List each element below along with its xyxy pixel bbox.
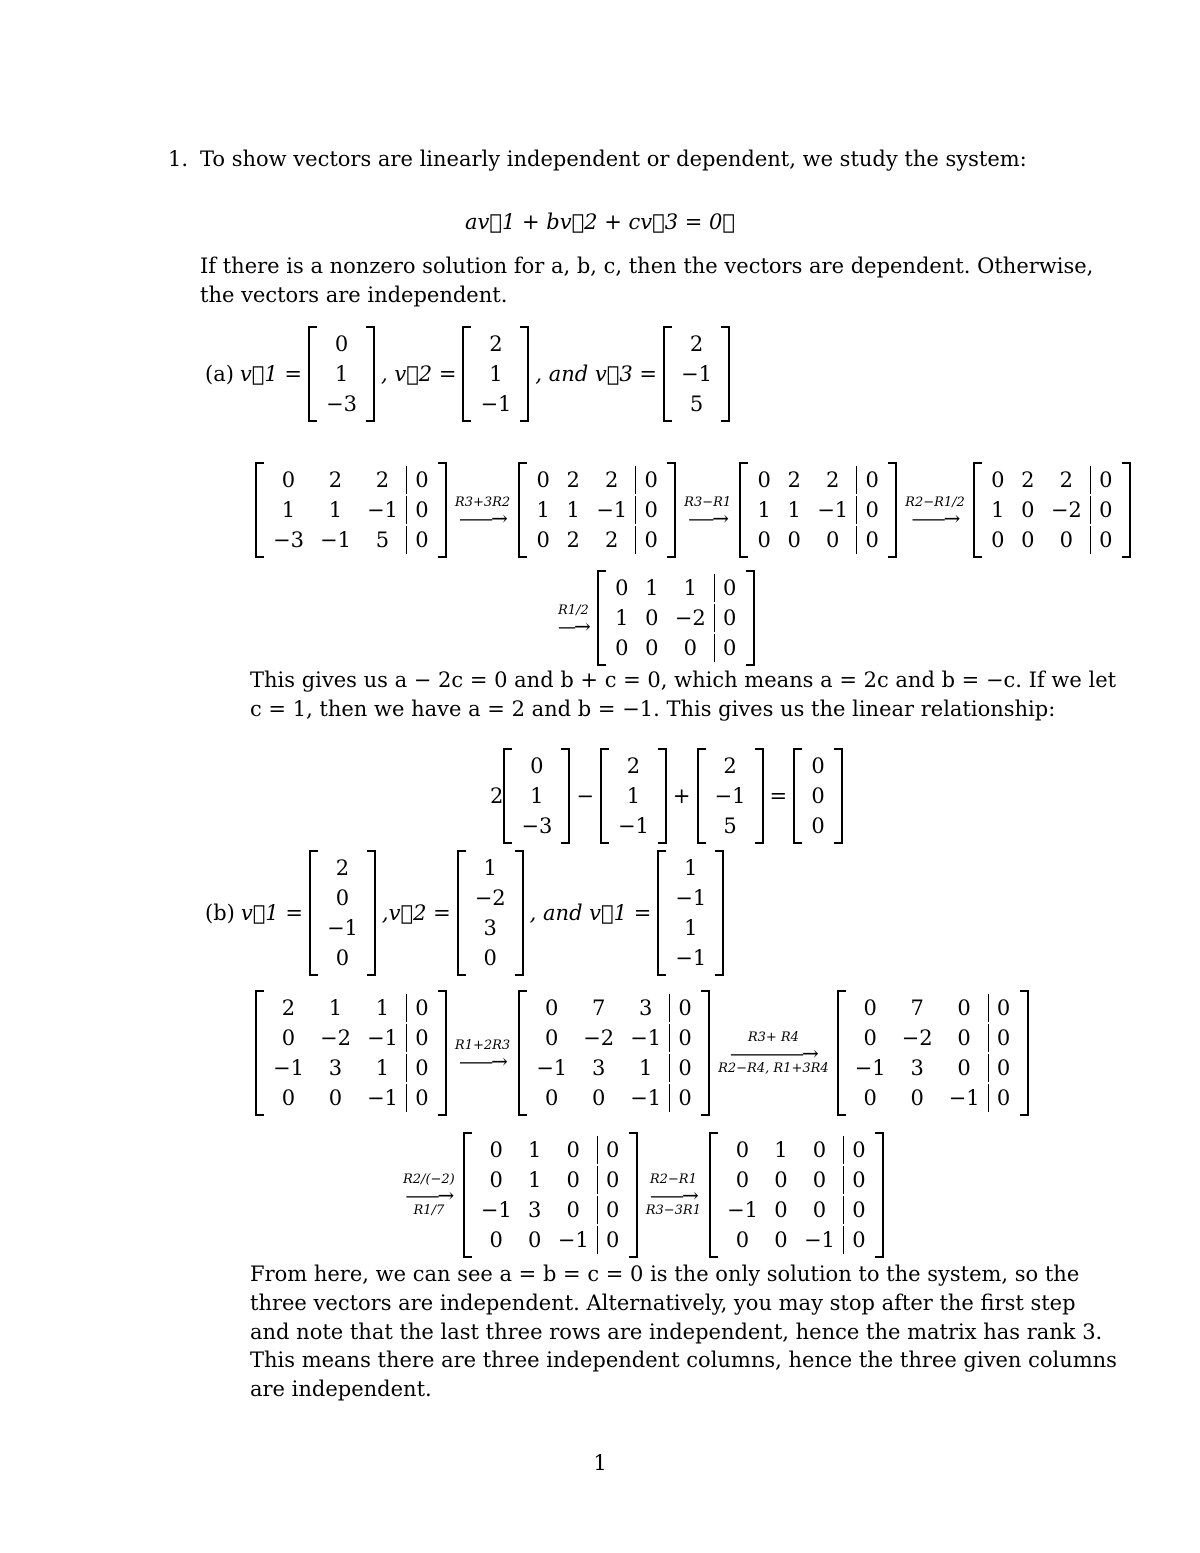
matrix-entry: 0 bbox=[597, 1196, 628, 1224]
vector-entry: 1 bbox=[684, 916, 698, 940]
part-a-v3-label: , and v⃗3 = bbox=[535, 362, 658, 386]
matrix-entry: 1 bbox=[615, 606, 629, 630]
matrix-entry: −1 bbox=[817, 498, 849, 522]
matrix-entry: 0 bbox=[536, 528, 550, 552]
relationship-zero bbox=[793, 748, 843, 844]
vector-entry: −1 bbox=[681, 362, 712, 386]
matrix-entry: −2 bbox=[674, 606, 706, 630]
matrix-entry: 0 bbox=[863, 1026, 877, 1050]
matrix-entry: −1 bbox=[480, 1198, 512, 1222]
part-b-v2 bbox=[457, 850, 524, 976]
matrix-entry: 0 bbox=[406, 526, 437, 554]
matrix-entry: 0 bbox=[615, 576, 629, 600]
matrix-entry: −1 bbox=[557, 1228, 589, 1252]
vector-entry: 2 bbox=[335, 856, 350, 880]
part-a-v2-label: , v⃗2 = bbox=[380, 362, 457, 386]
matrix-entry: 0 bbox=[536, 468, 550, 492]
part-b-matrix-1 bbox=[518, 990, 710, 1116]
matrix-entry: −1 bbox=[630, 1026, 662, 1050]
matrix-entry: −2 bbox=[901, 1026, 933, 1050]
matrix-entry: 2 bbox=[375, 468, 390, 492]
matrix-entry: 0 bbox=[669, 994, 700, 1022]
matrix-entry: 0 bbox=[843, 1136, 874, 1164]
matrix-entry: 2 bbox=[566, 528, 580, 552]
conclusion-line-4: This means there are three independent columns, hence the three given columns bbox=[250, 1348, 1117, 1372]
vector-entry: 2 bbox=[723, 754, 737, 778]
matrix-entry: 0 bbox=[406, 994, 437, 1022]
matrix-entry: 2 bbox=[281, 996, 296, 1020]
part-b-label: (b) bbox=[205, 901, 235, 925]
matrix-entry: 0 bbox=[843, 1226, 874, 1254]
matrix-entry: 0 bbox=[1021, 498, 1035, 522]
matrix-entry: 0 bbox=[328, 1086, 343, 1110]
matrix-entry: 0 bbox=[489, 1228, 503, 1252]
matrix-entry: 0 bbox=[566, 1198, 580, 1222]
vector-entry: 0 bbox=[334, 332, 349, 356]
matrix-entry: 0 bbox=[635, 526, 666, 554]
matrix-entry: −1 bbox=[536, 1056, 568, 1080]
matrix-entry: 0 bbox=[566, 1168, 580, 1192]
vector-entry: 3 bbox=[483, 916, 497, 940]
matrix-entry: 0 bbox=[645, 606, 659, 630]
vector-entry: 1 bbox=[334, 362, 349, 386]
matrix-entry: 0 bbox=[757, 528, 771, 552]
matrix-entry: 5 bbox=[375, 528, 390, 552]
matrix-entry: 2 bbox=[605, 528, 619, 552]
linear-relationship bbox=[490, 748, 843, 844]
matrix-entry: 0 bbox=[489, 1168, 503, 1192]
matrix-entry: 0 bbox=[910, 1086, 924, 1110]
part-a-op-1: R3+3R2 ––––→ bbox=[454, 494, 511, 530]
matrix-entry: 3 bbox=[910, 1056, 924, 1080]
matrix-entry: 0 bbox=[669, 1024, 700, 1052]
matrix-entry: 1 bbox=[536, 498, 550, 522]
vector-entry: 1 bbox=[489, 362, 503, 386]
matrix-entry: 0 bbox=[528, 1228, 542, 1252]
matrix-entry: 1 bbox=[375, 996, 390, 1020]
relationship-v1 bbox=[503, 748, 570, 844]
part-b-v3 bbox=[657, 850, 724, 976]
matrix-entry: 1 bbox=[757, 498, 771, 522]
matrix-entry: 0 bbox=[545, 996, 559, 1020]
part-b-v1 bbox=[309, 850, 376, 976]
part-b-op-2: R3+ R4 –––––––––→ R2−R4, R1+3R4 bbox=[718, 1030, 829, 1076]
matrix-entry: 0 bbox=[735, 1138, 750, 1162]
matrix-entry: −3 bbox=[273, 528, 304, 552]
matrix-entry: 0 bbox=[991, 468, 1005, 492]
matrix-entry: −2 bbox=[1050, 498, 1082, 522]
vector-entry: 5 bbox=[689, 392, 704, 416]
matrix-entry: 0 bbox=[489, 1138, 503, 1162]
part-a-v2 bbox=[462, 326, 529, 422]
matrix-entry: 0 bbox=[683, 636, 697, 660]
matrix-entry: 0 bbox=[843, 1166, 874, 1194]
matrix-entry: 0 bbox=[635, 496, 666, 524]
matrix-entry: −1 bbox=[273, 1056, 304, 1080]
part-a-v1 bbox=[308, 326, 375, 422]
problem-intro: To show vectors are linearly independent or dependent, we study the system: bbox=[200, 147, 1027, 171]
matrix-entry: 1 bbox=[566, 498, 580, 522]
vector-entry: 5 bbox=[723, 814, 737, 838]
vector-entry: 0 bbox=[811, 754, 825, 778]
matrix-entry: 7 bbox=[591, 996, 606, 1020]
relationship-equals: = bbox=[769, 784, 788, 808]
matrix-entry: 0 bbox=[1090, 526, 1121, 554]
matrix-entry: −1 bbox=[854, 1056, 886, 1080]
matrix-entry: 1 bbox=[281, 498, 296, 522]
matrix-entry: 0 bbox=[406, 1054, 437, 1082]
part-a-op-2: R3−R1 –––→ bbox=[684, 494, 732, 530]
part-b-matrix-4 bbox=[709, 1132, 884, 1258]
matrix-entry: 0 bbox=[774, 1228, 788, 1252]
matrix-entry: 0 bbox=[787, 528, 801, 552]
matrix-entry: 0 bbox=[812, 1138, 827, 1162]
part-a-label: (a) bbox=[205, 362, 234, 386]
page-number: 1 bbox=[593, 1451, 607, 1475]
matrix-entry: 0 bbox=[856, 466, 887, 494]
matrix-entry: 0 bbox=[774, 1198, 788, 1222]
conclusion-line-1: From here, we can see a = b = c = 0 is the only solution to the system, so the bbox=[250, 1262, 1080, 1286]
relationship-coefficient: 2 bbox=[490, 784, 504, 808]
matrix-entry: 0 bbox=[714, 604, 745, 632]
vector-entry: 1 bbox=[684, 856, 698, 880]
matrix-entry: 0 bbox=[988, 1084, 1019, 1112]
vector-entry: −1 bbox=[675, 886, 707, 910]
matrix-entry: 2 bbox=[328, 468, 343, 492]
matrix-entry: 0 bbox=[566, 1138, 580, 1162]
matrix-entry: 0 bbox=[735, 1168, 750, 1192]
matrix-entry: 0 bbox=[1090, 496, 1121, 524]
vector-entry: 1 bbox=[530, 784, 544, 808]
part-b-op-4: R2−R1 ––––→ R3−3R1 bbox=[645, 1172, 701, 1218]
vector-entry: 2 bbox=[689, 332, 704, 356]
matrix-entry: 0 bbox=[714, 574, 745, 602]
vector-entry: 0 bbox=[811, 814, 825, 838]
matrix-entry: 0 bbox=[856, 526, 887, 554]
vector-entry: −1 bbox=[326, 916, 358, 940]
matrix-entry: 0 bbox=[757, 468, 771, 492]
matrix-entry: 0 bbox=[406, 466, 437, 494]
matrix-entry: 3 bbox=[528, 1198, 542, 1222]
matrix-entry: 0 bbox=[406, 496, 437, 524]
part-a-reduction-1 bbox=[255, 462, 1131, 558]
vector-entry: 0 bbox=[335, 886, 350, 910]
conclusion-line-2: three vectors are independent. Alternatively, you may stop after the first step bbox=[250, 1291, 1076, 1315]
matrix-entry: 0 bbox=[406, 1024, 437, 1052]
part-b-vectors bbox=[205, 850, 724, 976]
matrix-entry: 0 bbox=[774, 1168, 788, 1192]
matrix-entry: 0 bbox=[863, 996, 877, 1020]
part-b-op-1: R1+2R3 ––––→ bbox=[454, 1037, 511, 1073]
vector-entry: −2 bbox=[474, 886, 506, 910]
matrix-entry: 2 bbox=[1059, 468, 1073, 492]
matrix-entry: 2 bbox=[566, 468, 580, 492]
part-a-op-3: R2−R1/2 ––––→ bbox=[905, 494, 965, 530]
system-equation: av⃗1 + bv⃗2 + cv⃗3 = 0⃗ bbox=[464, 210, 735, 234]
vector-entry: −1 bbox=[617, 814, 649, 838]
matrix-entry: 0 bbox=[991, 528, 1005, 552]
matrix-entry: −2 bbox=[319, 1026, 351, 1050]
matrix-entry: 0 bbox=[988, 1024, 1019, 1052]
matrix-entry: 1 bbox=[638, 1056, 653, 1080]
matrix-entry: 2 bbox=[787, 468, 801, 492]
matrix-entry: −1 bbox=[596, 498, 628, 522]
problem-number: 1. bbox=[168, 147, 189, 171]
part-a-v3 bbox=[663, 326, 730, 422]
vector-entry: −3 bbox=[326, 392, 357, 416]
matrix-entry: 1 bbox=[375, 1056, 390, 1080]
part-a-result-line-2: c = 1, then we have a = 2 and b = −1. This gives us the linear relationship: bbox=[250, 697, 1056, 721]
matrix-entry: −1 bbox=[803, 1228, 835, 1252]
matrix-entry: 3 bbox=[638, 996, 653, 1020]
matrix-entry: 1 bbox=[328, 498, 343, 522]
matrix-entry: 0 bbox=[597, 1136, 628, 1164]
part-b-v1-label: v⃗1 = bbox=[240, 901, 303, 925]
matrix-entry: 0 bbox=[714, 634, 745, 662]
vector-entry: −1 bbox=[675, 946, 707, 970]
part-b-reduction-1 bbox=[255, 990, 1029, 1116]
matrix-entry: 0 bbox=[645, 636, 659, 660]
matrix-entry: −1 bbox=[319, 528, 351, 552]
vector-entry: 2 bbox=[626, 754, 641, 778]
matrix-entry: 0 bbox=[957, 996, 971, 1020]
vector-entry: 1 bbox=[626, 784, 641, 808]
part-a-matrix-0 bbox=[255, 462, 447, 558]
matrix-entry: 1 bbox=[328, 996, 343, 1020]
matrix-entry: 0 bbox=[1021, 528, 1035, 552]
part-b-matrix-3 bbox=[463, 1132, 638, 1258]
matrix-entry: 0 bbox=[988, 1054, 1019, 1082]
matrix-entry: 0 bbox=[545, 1086, 559, 1110]
vector-entry: −1 bbox=[480, 392, 512, 416]
matrix-entry: 0 bbox=[812, 1168, 827, 1192]
matrix-entry: 0 bbox=[281, 468, 296, 492]
matrix-entry: 0 bbox=[597, 1166, 628, 1194]
matrix-entry: 0 bbox=[635, 466, 666, 494]
matrix-entry: 0 bbox=[591, 1086, 606, 1110]
vector-entry: −1 bbox=[714, 784, 746, 808]
part-b-v2-label: ,v⃗2 = bbox=[381, 901, 451, 925]
matrix-entry: 0 bbox=[615, 636, 629, 660]
matrix-entry: 0 bbox=[281, 1086, 296, 1110]
matrix-entry: 0 bbox=[406, 1084, 437, 1112]
matrix-entry: 0 bbox=[988, 994, 1019, 1022]
matrix-entry: 1 bbox=[645, 576, 659, 600]
matrix-entry: 0 bbox=[812, 1198, 827, 1222]
matrix-entry: 0 bbox=[1090, 466, 1121, 494]
matrix-entry: 3 bbox=[328, 1056, 343, 1080]
explain-line-2: the vectors are independent. bbox=[200, 283, 508, 307]
vector-entry: 0 bbox=[335, 946, 350, 970]
explain-line-1: If there is a nonzero solution for a, b, c, then the vectors are dependent. Otherwise, bbox=[200, 254, 1094, 278]
conclusion-line-3: and note that the last three rows are independent, hence the matrix has rank 3. bbox=[250, 1320, 1103, 1344]
matrix-entry: −1 bbox=[630, 1086, 662, 1110]
matrix-entry: 0 bbox=[825, 528, 840, 552]
relationship-v2 bbox=[600, 748, 667, 844]
part-a-result-line-1: This gives us a − 2c = 0 and b + c = 0, which means a = 2c and b = −c. If we let bbox=[250, 668, 1117, 692]
vector-entry: −3 bbox=[521, 814, 553, 838]
matrix-entry: −2 bbox=[583, 1026, 615, 1050]
relationship-v3 bbox=[697, 748, 764, 844]
part-b-matrix-0 bbox=[255, 990, 447, 1116]
part-a-v1-label: v⃗1 = bbox=[239, 362, 303, 386]
matrix-entry: 0 bbox=[856, 496, 887, 524]
part-a-matrix-2 bbox=[739, 462, 897, 558]
matrix-entry: 3 bbox=[591, 1056, 606, 1080]
part-a-matrix-4 bbox=[597, 570, 755, 666]
matrix-entry: 1 bbox=[528, 1138, 542, 1162]
part-b-matrix-2 bbox=[837, 990, 1029, 1116]
part-a-reduction-2 bbox=[550, 570, 755, 666]
matrix-entry: −1 bbox=[366, 1026, 398, 1050]
matrix-entry: 0 bbox=[281, 1026, 296, 1050]
matrix-entry: 0 bbox=[843, 1196, 874, 1224]
matrix-entry: 1 bbox=[787, 498, 801, 522]
part-a-op-4: R1/2 ––→ bbox=[558, 602, 589, 638]
matrix-entry: 0 bbox=[863, 1086, 877, 1110]
vector-entry: 1 bbox=[483, 856, 497, 880]
part-b-v3-label: , and v⃗1 = bbox=[529, 901, 652, 925]
matrix-entry: −1 bbox=[366, 498, 398, 522]
vector-entry: 0 bbox=[530, 754, 544, 778]
part-b-op-3: R2/(−2) ––––→ R1/7 bbox=[403, 1172, 455, 1218]
matrix-entry: 0 bbox=[735, 1228, 750, 1252]
matrix-entry: −1 bbox=[366, 1086, 398, 1110]
part-a-matrix-3 bbox=[973, 462, 1131, 558]
matrix-entry: 1 bbox=[991, 498, 1005, 522]
part-a-matrix-1 bbox=[518, 462, 676, 558]
matrix-entry: −1 bbox=[948, 1086, 980, 1110]
matrix-entry: 0 bbox=[545, 1026, 559, 1050]
matrix-entry: 1 bbox=[774, 1138, 788, 1162]
matrix-entry: 0 bbox=[669, 1054, 700, 1082]
conclusion-line-5: are independent. bbox=[250, 1377, 432, 1401]
matrix-entry: 0 bbox=[957, 1026, 971, 1050]
matrix-entry: 1 bbox=[683, 576, 697, 600]
part-b-reduction-2 bbox=[395, 1132, 884, 1258]
relationship-plus: + bbox=[672, 784, 691, 808]
part-a-vectors bbox=[205, 326, 730, 422]
relationship-minus: − bbox=[576, 784, 594, 808]
vector-entry: 0 bbox=[811, 784, 825, 808]
vector-entry: 0 bbox=[483, 946, 497, 970]
vector-entry: 2 bbox=[489, 332, 503, 356]
matrix-entry: 0 bbox=[669, 1084, 700, 1112]
matrix-entry: 1 bbox=[528, 1168, 542, 1192]
matrix-entry: 2 bbox=[1021, 468, 1035, 492]
matrix-entry: 0 bbox=[957, 1056, 971, 1080]
matrix-entry: −1 bbox=[726, 1198, 758, 1222]
matrix-entry: 0 bbox=[1059, 528, 1073, 552]
matrix-entry: 2 bbox=[605, 468, 619, 492]
matrix-entry: 2 bbox=[825, 468, 840, 492]
matrix-entry: 0 bbox=[597, 1226, 628, 1254]
matrix-entry: 7 bbox=[910, 996, 924, 1020]
